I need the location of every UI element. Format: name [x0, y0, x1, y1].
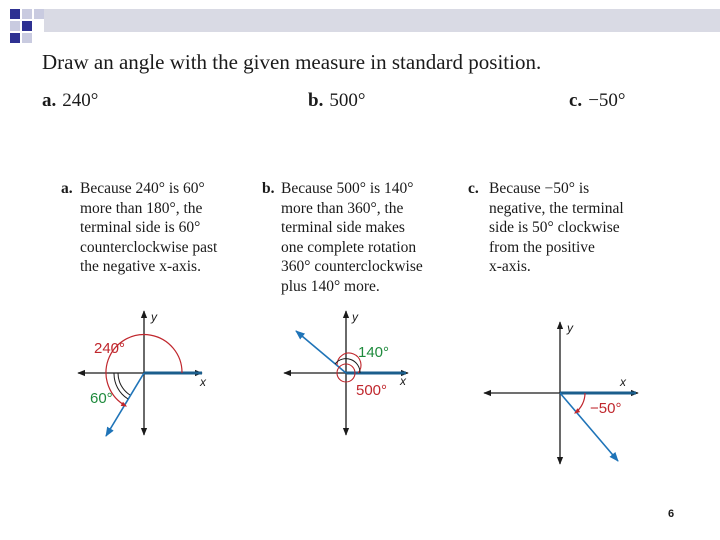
y-axis-label: y: [352, 310, 358, 324]
explanation-label: b.: [262, 180, 275, 197]
y-axis-label: y: [151, 310, 157, 324]
terminal-side: [296, 331, 346, 373]
explanation-line: terminal side is 60°: [80, 219, 201, 236]
explanation-line: one complete rotation: [281, 238, 417, 256]
problem-label: c.: [569, 90, 583, 111]
problem-value: 240°: [62, 90, 99, 111]
explanation-line: more than 180°, the: [80, 199, 203, 217]
explanation-b: [262, 179, 423, 296]
explanation-line: side is 50° clockwise: [489, 219, 620, 236]
explanation-label: c.: [468, 180, 479, 197]
explanation-c: [468, 179, 624, 277]
page-heading: Draw an angle with the given measure in standard position.: [42, 50, 542, 74]
figure-a-angle-240: [70, 305, 220, 445]
problem-label: b.: [308, 90, 324, 111]
explanation-line: Because 240° is 60°: [80, 180, 205, 197]
angle-label-500: 500°: [356, 382, 388, 399]
explanation-line: x-axis.: [489, 258, 531, 275]
title-bar-decoration: [44, 9, 720, 32]
explanation-line: terminal side makes: [281, 219, 405, 236]
angle-label-240: 240°: [94, 340, 126, 357]
explanation-label: a.: [61, 180, 73, 197]
problem-value: 500°: [329, 90, 366, 111]
x-axis-label: x: [620, 375, 626, 389]
x-axis-label: x: [200, 375, 206, 389]
angle-label-neg50: −50°: [590, 400, 622, 417]
explanation-line: counterclockwise past: [80, 238, 218, 256]
figure-c-angle-neg50: [478, 318, 648, 468]
problem-a: [42, 90, 98, 112]
explanation-line: negative, the terminal: [489, 199, 624, 217]
explanation-a: [61, 179, 217, 277]
angle-arc-neg50: [575, 393, 585, 413]
figure-b-angle-500: [280, 305, 420, 440]
explanation-line: the negative x-axis.: [80, 258, 201, 275]
problem-b: [308, 90, 365, 112]
problem-value: −50°: [588, 90, 626, 111]
explanation-line: plus 140° more.: [281, 277, 380, 295]
explanation-line: Because 500° is 140°: [281, 180, 414, 197]
problem-c: [569, 90, 626, 112]
page-number: 6: [668, 508, 675, 520]
problem-label: a.: [42, 90, 57, 111]
y-axis-label: y: [567, 321, 573, 335]
explanation-line: Because −50° is: [489, 180, 590, 197]
angle-arc-140: [335, 359, 360, 373]
explanation-line: 360° counterclockwise: [281, 258, 423, 275]
explanation-line: from the positive: [489, 238, 595, 256]
angle-label-140: 140°: [358, 344, 390, 361]
x-axis-label: x: [400, 374, 406, 388]
explanation-line: more than 360°, the: [281, 199, 404, 217]
angle-label-60: 60°: [90, 390, 113, 407]
